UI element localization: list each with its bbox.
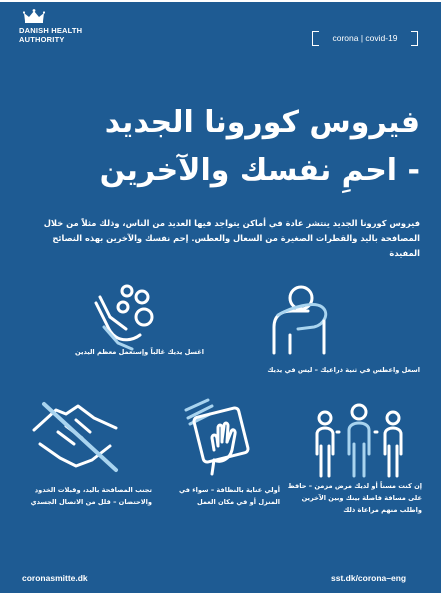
cleaning-icon — [182, 398, 262, 476]
tip-caption-no-handshake: تجنب المصافحة باليد، وقبلات الخدود والاحتضان – قلل من الاتصال الجسدي — [30, 486, 152, 506]
logo-line-1: DANISH HEALTH — [19, 26, 83, 35]
bottom-border — [0, 593, 441, 600]
top-border — [0, 0, 441, 2]
crown-icon — [23, 9, 45, 23]
corona-covid-tag: corona | covid-19 — [312, 31, 418, 46]
tip-caption-group-distance: إن كنت مسناً أو لديك مرض مزمن – حافظ على مسافة فاصلة بينك وبين الآخرين واطلب منهم مراعاة ذلك — [287, 482, 422, 514]
tip-caption-sneeze: اسعل واعطس في ثنية ذراعيك – ليس في يديك — [267, 366, 420, 374]
tip-caption-cleaning: أولي عناية بالنظافة – سواء في المنزل أو في مكان العمل — [179, 486, 280, 506]
no-handshake-icon — [30, 400, 125, 475]
group-distance-icon — [313, 402, 405, 478]
title-line-2: - احمِ نفسك والآخرين — [99, 153, 420, 188]
intro-paragraph: فيروس كورونا الجديد ينتشر عادة في أماكن يتواجد فيها العديد من الناس، وذلك مثلاً من خلال المصافحة باليد والقطرات الصغيرة من السعال والعطس. إحم نفسك والآخرين بهذه النصائح المفيدة — [43, 218, 420, 258]
sst-corona-link[interactable]: sst.dk/corona–eng — [331, 573, 407, 583]
danish-health-authority-logo — [19, 9, 129, 53]
tip-caption-wash-hands: اغسل يديك غالباً وإستعمل معظم اليدين — [75, 348, 204, 356]
title-line-1: فيروس كورونا الجديد — [104, 105, 420, 140]
hand-washing-icon — [92, 283, 164, 355]
logo-line-2: AUTHORITY — [19, 35, 65, 44]
coronasmitte-link[interactable]: coronasmitte.dk — [22, 573, 88, 583]
page-title — [30, 99, 420, 195]
logo-text — [19, 26, 82, 44]
sneeze-elbow-icon — [268, 285, 338, 355]
